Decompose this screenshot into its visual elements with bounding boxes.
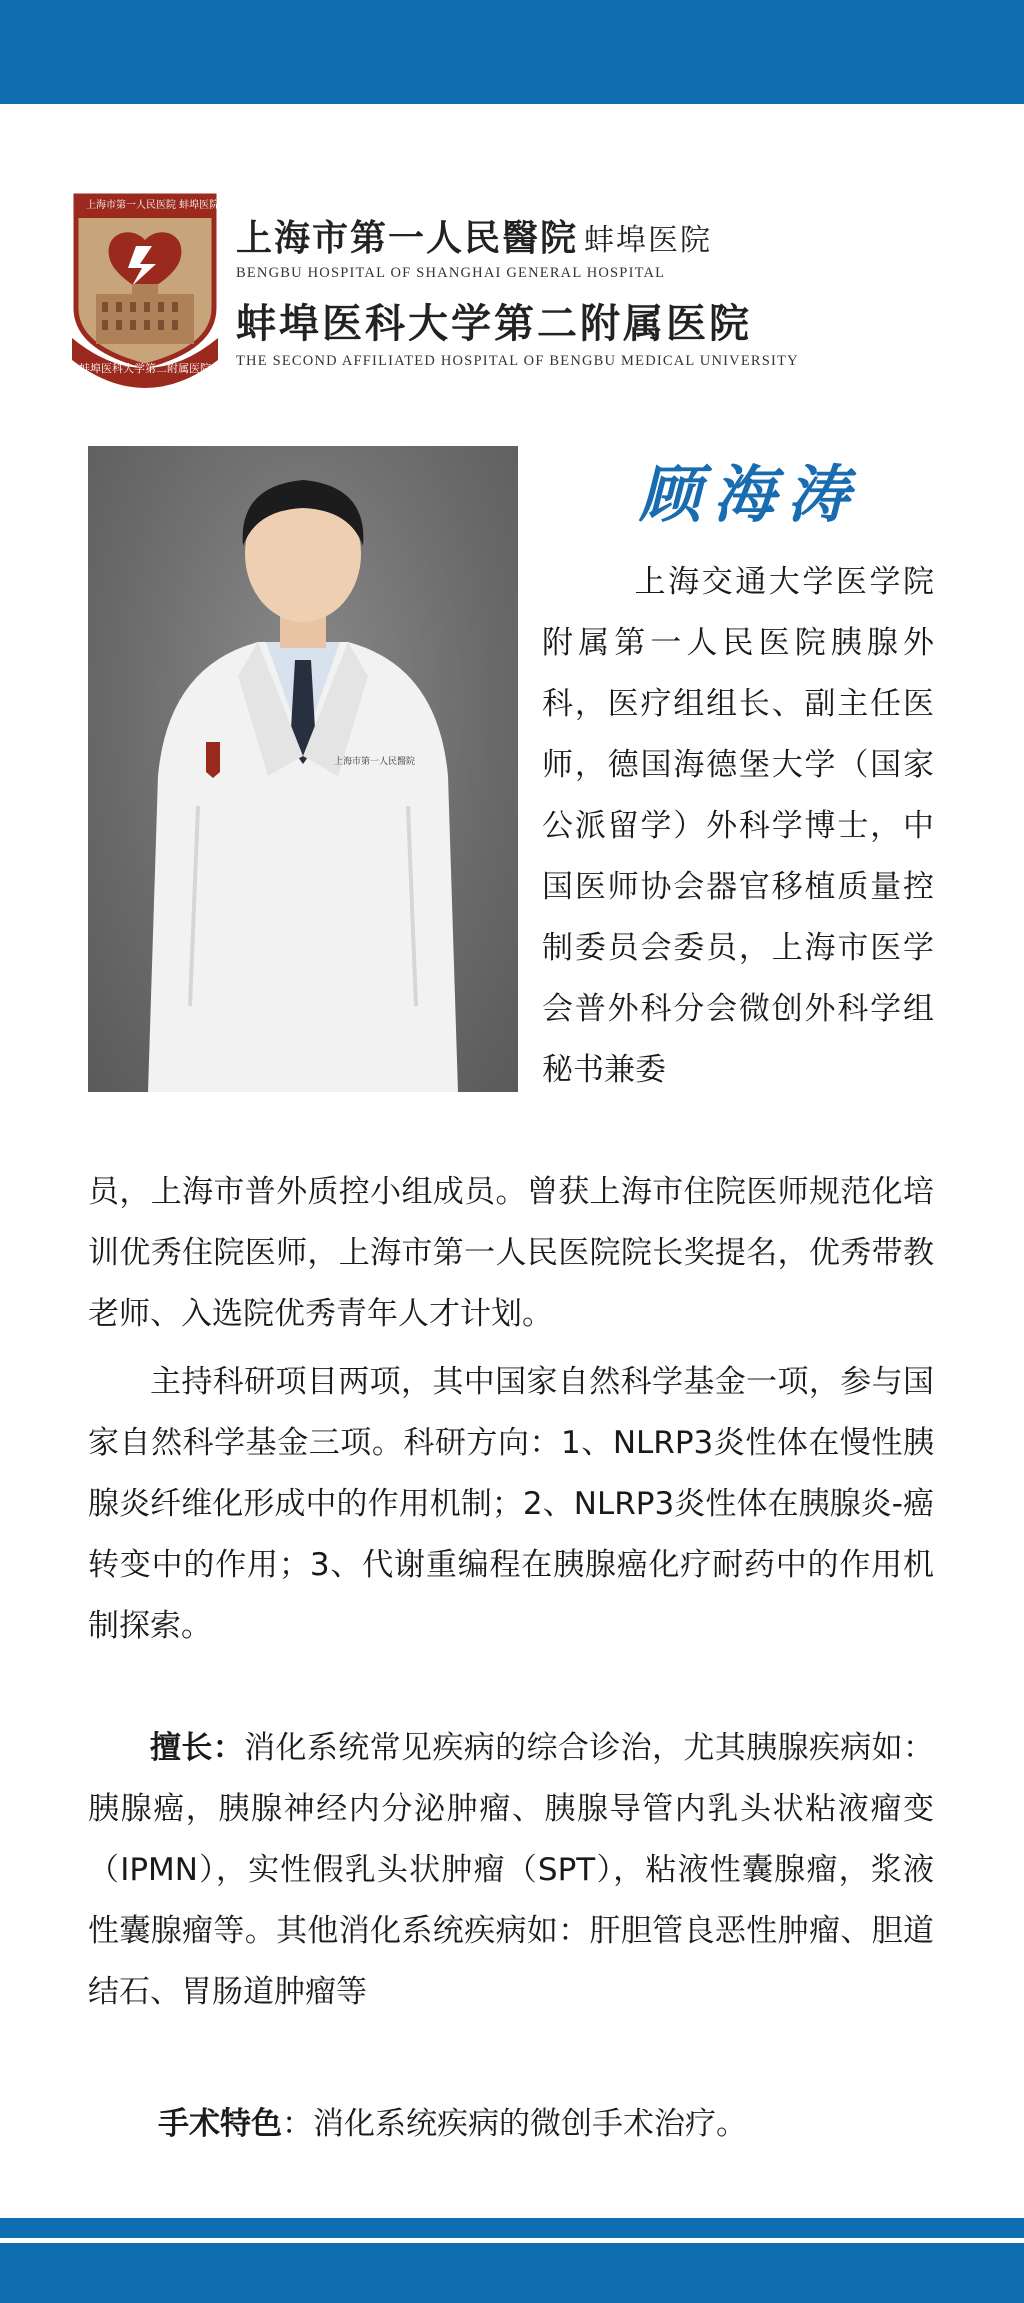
- logo-ring-text: 蚌埠医科大学第二附属医院: [79, 362, 211, 375]
- title-cn-sub: 蚌埠医科大学第二附属医院: [236, 300, 752, 347]
- research-paragraph: 主持科研项目两项，其中国家自然科学基金一项，参与国家自然科学基金三项。科研方向：1、NLRP3炎性体在慢性胰腺炎纤维化形成中的作用机制；2、NLRP3炎性体在胰腺炎-癌转变中的作用；3、代谢重编程在胰腺癌化疗耐药中的作用机制探索。: [88, 1364, 934, 1644]
- bottom-stripe: [0, 2218, 1024, 2238]
- coat-embroidery: 上海市第一人民醫院: [334, 757, 416, 767]
- title-cn-main: [236, 210, 796, 261]
- doctor-photo: [88, 446, 518, 1092]
- title-en-main: BENGBU HOSPITAL OF SHANGHAI GENERAL HOSPITAL: [236, 265, 666, 281]
- top-banner: [0, 0, 1024, 104]
- surgery-label: 手术特色: [158, 2106, 282, 2142]
- surgery-paragraph: [88, 2094, 934, 2155]
- bio-continued: 员，上海市普外质控小组成员。曾获上海市住院医师规范化培训优秀住院医师，上海市第一人民医院院长奖提名，优秀带教老师、入选院优秀青年人才计划。: [88, 1174, 934, 1332]
- logo-top-text: 上海市第一人民医院 蚌埠医院: [86, 200, 220, 211]
- title-cn-main-text: 上海市第一人民醫院: [236, 217, 579, 259]
- specialty-label: 擅长：: [150, 1730, 245, 1766]
- bio-side: [542, 552, 934, 1101]
- hospital-logo: [70, 188, 220, 388]
- doctor-name: 顾海涛: [638, 458, 861, 531]
- specialty-text: 消化系统常见疾病的综合诊治，尤其胰腺疾病如：胰腺癌，胰腺神经内分泌肿瘤、胰腺导管内乳头状粘液瘤变（IPMN），实性假乳头状肿瘤（SPT），粘液性囊腺瘤，浆液性囊腺瘤等。其他消化系统疾病如：肝胆管良恶性肿瘤、胆道结石、胃肠道肿瘤等: [88, 1730, 934, 2010]
- title-en-sub: THE SECOND AFFILIATED HOSPITAL OF BENGBU MEDICAL UNIVERSITY: [236, 353, 799, 369]
- surgery-text: ：消化系统疾病的微创手术治疗。: [282, 2106, 747, 2142]
- bio-side-text: 上海交通大学医学院附属第一人民医院胰腺外科，医疗组组长、副主任医师，德国海德堡大学（国家公派留学）外科学博士，中国医师协会器官移植质量控制委员会委员，上海市医学会普外科分会微创外科学组秘书兼委: [542, 564, 934, 1088]
- specialty-paragraph: [88, 1718, 934, 2023]
- bottom-banner: [0, 2243, 1024, 2303]
- title-cn-suffix: 蚌埠医院: [584, 223, 713, 258]
- hospital-titles: [236, 210, 799, 370]
